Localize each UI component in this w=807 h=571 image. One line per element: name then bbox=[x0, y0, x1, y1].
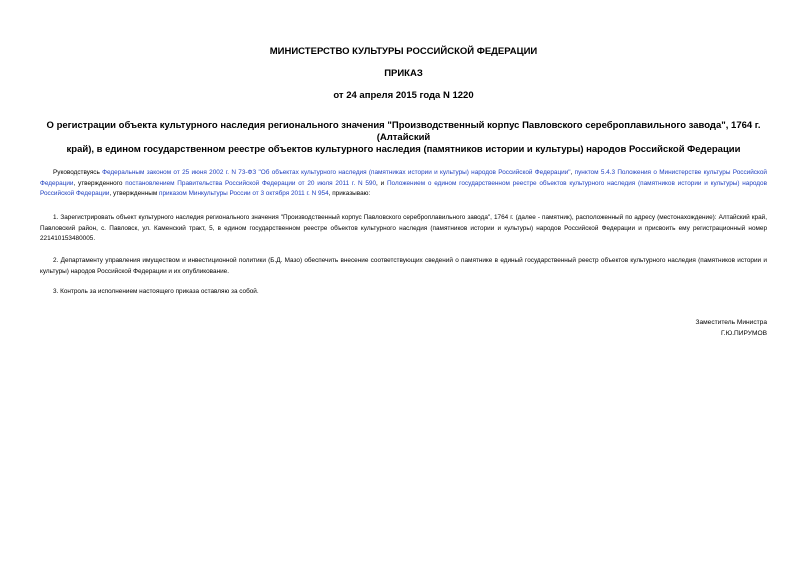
federal-law-link[interactable]: Федеральным законом от 25 июня 2002 г. N 73-ФЗ "Об объектах культурного наследия (памятниках истории и культуры) народов Российской Федерации" bbox=[102, 169, 571, 176]
item-2-paragraph: 2. Департаменту управления имуществом и инвестиционной политики (Б.Д. Мазо) обеспечить внесение соответствующих сведений о памятнике в единый государственный реестр объектов культурного наследия (памятников истории и культуры) народов Российской Федерации и их опубликование. bbox=[40, 257, 767, 275]
preamble-text: , и bbox=[376, 179, 387, 187]
preamble-text: , bbox=[570, 169, 575, 176]
preamble-text: , утвержденного bbox=[73, 179, 126, 187]
preamble-text: , приказываю: bbox=[328, 190, 371, 197]
signature-block bbox=[695, 318, 767, 339]
preamble-text: , утвержденным bbox=[109, 190, 159, 197]
signatory-name: Г.Ю.ПИРУМОВ bbox=[720, 329, 767, 337]
registry-regulation-link[interactable]: Положением о едином государственном реестре объектов культурного наследия (памятников истории и культуры) народов Российской Федерации bbox=[40, 179, 767, 197]
government-decree-link[interactable]: постановлением Правительства Российской Федерации от 20 июля 2011 г. N 590 bbox=[125, 179, 377, 187]
document-subject bbox=[40, 120, 767, 156]
ministry-title: МИНИСТЕРСТВО КУЛЬТУРЫ РОССИЙСКОЙ ФЕДЕРАЦИИ bbox=[269, 46, 538, 57]
document-date-number: от 24 апреля 2015 года N 1220 bbox=[333, 90, 474, 101]
preamble-text: Руководствуясь bbox=[53, 169, 103, 176]
item-1-paragraph: 1. Зарегистрировать объект культурного наследия регионального значения "Производственный корпус Павловского сереброплавильного завода", 1764 г. (далее - памятник), расположенный по адресу (местонахождение): Алтайский край, Павловский район, с. Павловск, ул. Каменский тракт, 5, в едином государственном реестре объектов культурного наследия (памятников истории и культуры) народов Российской Федерации и присвоить ему регистрационный номер 221410153480005. bbox=[40, 214, 767, 242]
signatory-position: Заместитель Министра bbox=[695, 319, 767, 326]
document-type: ПРИКАЗ bbox=[384, 68, 423, 79]
regulation-clause-link[interactable]: пунктом 5.4.3 Положения о Министерстве культуры Российской Федерации bbox=[40, 169, 767, 187]
preamble-paragraph bbox=[40, 168, 767, 200]
item-3-paragraph: 3. Контроль за исполнением настоящего приказа оставляю за собой. bbox=[53, 288, 259, 295]
ministry-order-link[interactable]: приказом Минкультуры России от 3 октября 2011 г. N 954 bbox=[158, 190, 329, 197]
subject-line-2: край), в едином государственном реестре объектов культурного наследия (памятников истории и культуры) народов Российской Федерации bbox=[66, 144, 741, 155]
subject-line-1: О регистрации объекта культурного наследия регионального значения "Производственный корпус Павловского сереброплавильного завода", 1764 г. (Алтайский bbox=[46, 120, 761, 143]
